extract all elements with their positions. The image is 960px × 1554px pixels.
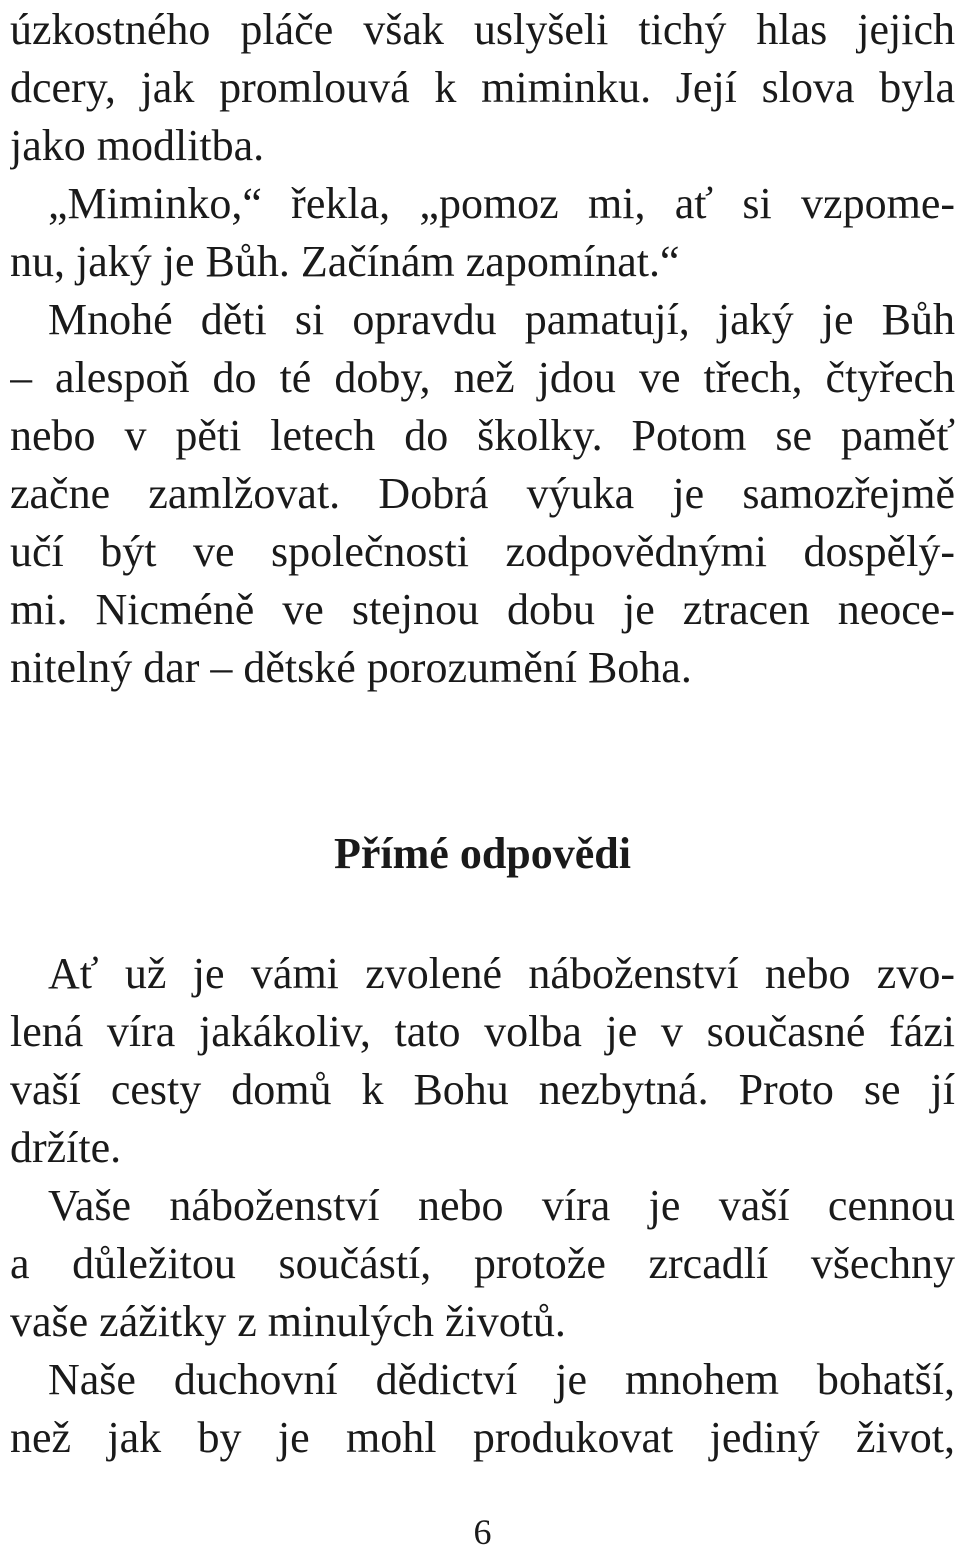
text-line: a důležitou součástí, protože zrcadlí všechny xyxy=(10,1240,955,1288)
text-line: držíte. xyxy=(10,1124,122,1172)
text-line: mi. Nicméně ve stejnou dobu je ztracen neoce- xyxy=(10,586,955,634)
text-line: Mnohé děti si opravdu pamatují, jaký je Bůh xyxy=(48,296,955,344)
page-number: 6 xyxy=(473,1512,492,1552)
text-line: nitelný dar – dětské porozumění Boha. xyxy=(10,644,692,692)
text-line: než jak by je mohl produkovat jediný život, xyxy=(10,1414,955,1462)
text-line: učí být ve společnosti zodpovědnými dospělý- xyxy=(10,528,955,576)
text-line: lená víra jakákoliv, tato volba je v současné fázi xyxy=(10,1008,955,1056)
text-line: „Miminko,“ řekla, „pomoz mi, ať si vzpome- xyxy=(48,180,955,228)
text-line: jako modlitba. xyxy=(10,122,265,170)
text-line: úzkostného pláče však uslyšeli tichý hlas jejich xyxy=(10,6,955,54)
text-line: dcery, jak promlouvá k miminku. Její slova byla xyxy=(10,64,955,112)
text-line: vaše zážitky z minulých životů. xyxy=(10,1298,566,1346)
text-line: – alespoň do té doby, než jdou ve třech, čtyřech xyxy=(10,354,955,402)
text-line: Ať už je vámi zvolené náboženství nebo zvo- xyxy=(48,950,955,998)
text-line: nebo v pěti letech do školky. Potom se paměť xyxy=(10,412,955,460)
text-line: Naše duchovní dědictví je mnohem bohatší, xyxy=(48,1356,955,1404)
text-line: nu, jaký je Bůh. Začínám zapomínat.“ xyxy=(10,238,680,286)
text-line: začne zamlžovat. Dobrá výuka je samozřejmě xyxy=(10,470,955,518)
text-line: Vaše náboženství nebo víra je vaší cennou xyxy=(48,1182,955,1230)
text-line: vaší cesty domů k Bohu nezbytná. Proto se jí xyxy=(10,1066,955,1114)
section-heading: Přímé odpovědi xyxy=(334,829,631,878)
